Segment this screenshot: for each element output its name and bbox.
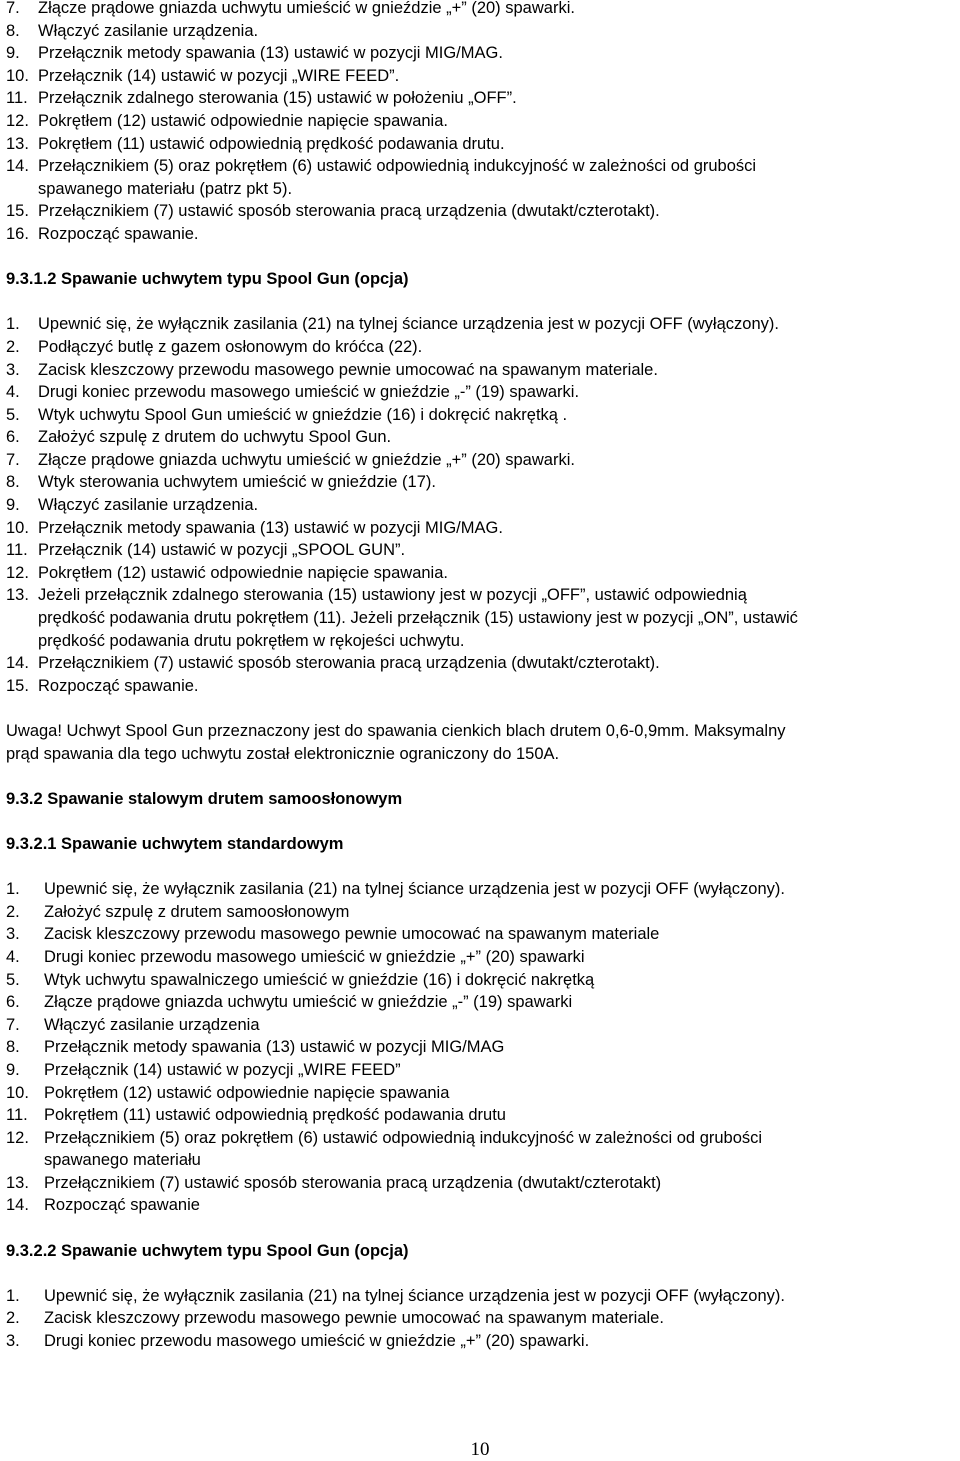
item-number: 8. [6, 473, 20, 492]
list-item [6, 449, 956, 472]
item-text: Przełącznikiem (7) ustawić sposób sterowania pracą urządzenia (dwutakt/czterotakt) [44, 1173, 662, 1192]
list-item [6, 991, 956, 1014]
page-number: 10 [470, 1439, 490, 1460]
list-item [6, 539, 956, 562]
item-text: Upewnić się, że wyłącznik zasilania (21) na tylnej ściance urządzenia jest w pozycji OFF (wyłączony). [44, 1286, 785, 1305]
item-number: 7. [6, 1015, 20, 1034]
item-number: 13. [6, 134, 29, 153]
item-number: 15. [6, 202, 29, 221]
item-number: 14. [6, 1196, 29, 1215]
list-item [6, 110, 956, 133]
item-text: Upewnić się, że wyłącznik zasilania (21) na tylnej ściance urządzenia jest w pozycji OFF (wyłączony). [38, 315, 779, 334]
list-item [6, 901, 956, 924]
list-item [6, 1307, 956, 1330]
item-text: Drugi koniec przewodu masowego umieścić w gnieździe „-” (19) spawarki. [38, 383, 580, 402]
item-continuation: spawanego materiału (patrz pkt 5). [38, 179, 293, 198]
list-item [6, 562, 956, 585]
item-number: 14. [6, 654, 29, 673]
item-text: Rozpocząć spawanie. [38, 676, 199, 695]
list-item [6, 1014, 956, 1037]
list-item [6, 1036, 956, 1059]
list-item [6, 1059, 956, 1082]
list-item [6, 1104, 956, 1127]
item-text: Rozpocząć spawanie [44, 1196, 200, 1215]
item-text: Pokrętłem (11) ustawić odpowiednią prędkość podawania drutu [44, 1106, 506, 1125]
instruction-list-self-shielded [6, 878, 956, 1217]
item-number: 10. [6, 518, 29, 537]
list-item [6, 584, 956, 607]
list-item [6, 675, 956, 698]
list-item [6, 1082, 956, 1105]
item-text: Pokrętłem (11) ustawić odpowiednią prędkość podawania drutu. [38, 134, 505, 153]
item-number: 6. [6, 993, 20, 1012]
item-number: 7. [6, 450, 20, 469]
list-item [6, 426, 956, 449]
section-heading: 9.3.2 Spawanie stalowym drutem samoosłonowym [6, 789, 403, 808]
note-line: prąd spawania dla tego uchwytu został elektronicznie ograniczony do 150A. [6, 744, 560, 763]
list-item [6, 65, 956, 88]
item-text: Pokrętłem (12) ustawić odpowiednie napięcie spawania [44, 1083, 450, 1102]
item-number: 3. [6, 925, 20, 944]
item-text: Złącze prądowe gniazda uchwytu umieścić w gnieździe „+” (20) spawarki. [38, 0, 575, 17]
item-number: 5. [6, 970, 20, 989]
item-number: 5. [6, 405, 20, 424]
instruction-list-self-shielded-spool-gun [6, 1285, 956, 1353]
item-number: 1. [6, 315, 20, 334]
item-number: 2. [6, 337, 20, 356]
item-text: Przełącznikiem (7) ustawić sposób sterowania pracą urządzenia (dwutakt/czterotakt). [38, 202, 660, 221]
instruction-list-wire-feed [6, 0, 956, 246]
list-item [6, 1194, 956, 1217]
list-item [6, 359, 956, 382]
item-number: 15. [6, 676, 29, 695]
item-number: 12. [6, 111, 29, 130]
item-continuation: spawanego materiału [44, 1151, 201, 1170]
item-number: 14. [6, 157, 29, 176]
list-item [6, 0, 956, 20]
item-text: Zacisk kleszczowy przewodu masowego pewnie umocować na spawanym materiale [44, 925, 660, 944]
list-item [6, 404, 956, 427]
item-number: 12. [6, 563, 29, 582]
section-heading: 9.3.1.2 Spawanie uchwytem typu Spool Gun (opcja) [6, 270, 409, 289]
item-number: 2. [6, 1309, 20, 1328]
item-text: Pokrętłem (12) ustawić odpowiednie napięcie spawania. [38, 563, 448, 582]
item-number: 4. [6, 383, 20, 402]
item-text: Przełącznik (14) ustawić w pozycji „WIRE FEED”. [38, 66, 400, 85]
item-number: 11. [6, 89, 28, 108]
item-number: 8. [6, 21, 20, 40]
note-line: Uwaga! Uchwyt Spool Gun przeznaczony jest do spawania cienkich blach drutem 0,6-0,9mm. Maksymalny [6, 722, 786, 740]
list-item [6, 87, 956, 110]
item-continuation: prędkość podawania drutu pokrętłem w rękojeści uchwytu. [38, 631, 465, 650]
list-item [6, 1285, 956, 1308]
item-text: Włączyć zasilanie urządzenia. [38, 21, 259, 40]
item-text: Przełącznik zdalnego sterowania (15) ustawić w położeniu „OFF”. [38, 89, 517, 108]
list-item [6, 155, 956, 178]
item-text: Wtyk uchwytu Spool Gun umieścić w gnieździe (16) i dokręcić nakrętką . [38, 405, 568, 424]
item-text: Drugi koniec przewodu masowego umieścić w gnieździe „+” (20) spawarki. [44, 1332, 590, 1351]
list-item [6, 1330, 956, 1353]
item-number: 11. [6, 541, 28, 560]
subsection-heading: 9.3.2.2 Spawanie uchwytem typu Spool Gun (opcja) [6, 1241, 409, 1260]
item-text: Drugi koniec przewodu masowego umieścić w gnieździe „+” (20) spawarki [44, 947, 585, 966]
item-text: Przełącznik metody spawania (13) ustawić w pozycji MIG/MAG. [38, 44, 503, 63]
item-text: Przełącznikiem (7) ustawić sposób sterowania pracą urządzenia (dwutakt/czterotakt). [38, 654, 660, 673]
item-number: 3. [6, 360, 20, 379]
item-number: 8. [6, 1038, 20, 1057]
item-text: Założyć szpulę z drutem do uchwytu Spool Gun. [38, 428, 392, 447]
item-text: Złącze prądowe gniazda uchwytu umieścić w gnieździe „+” (20) spawarki. [38, 450, 575, 469]
item-text: Zacisk kleszczowy przewodu masowego pewnie umocować na spawanym materiale. [44, 1309, 664, 1328]
item-text: Rozpocząć spawanie. [38, 224, 199, 243]
item-number: 1. [6, 1286, 20, 1305]
item-number: 9. [6, 496, 20, 515]
item-number: 12. [6, 1128, 29, 1147]
item-text: Przełącznikiem (5) oraz pokrętłem (6) ustawić odpowiednią indukcyjność w zależności od grubości [44, 1128, 763, 1147]
item-number: 6. [6, 428, 20, 447]
list-item [6, 969, 956, 992]
item-text: Wtyk sterowania uchwytem umieścić w gnieździe (17). [38, 473, 436, 492]
list-item [6, 494, 956, 517]
item-number: 9. [6, 44, 20, 63]
item-number: 9. [6, 1060, 20, 1079]
item-text: Wtyk uchwytu spawalniczego umieścić w gnieździe (16) i dokręcić nakrętką [44, 970, 595, 989]
item-number: 11. [6, 1106, 28, 1125]
list-item [6, 1127, 956, 1150]
item-text: Założyć szpulę z drutem samoosłonowym [44, 902, 350, 921]
subsection-heading: 9.3.2.1 Spawanie uchwytem standardowym [6, 834, 344, 853]
item-number: 10. [6, 1083, 29, 1102]
item-text: Złącze prądowe gniazda uchwytu umieścić w gnieździe „-” (19) spawarki [44, 993, 573, 1012]
item-text: Jeżeli przełącznik zdalnego sterowania (15) ustawiony jest w pozycji „OFF”, ustawić odpowiednią [38, 586, 747, 605]
list-item [6, 946, 956, 969]
list-item [6, 42, 956, 65]
item-text: Przełącznik (14) ustawić w pozycji „SPOOL GUN”. [38, 541, 406, 560]
item-continuation: prędkość podawania drutu pokrętłem (11). Jeżeli przełącznik (15) ustawiony jest w pozycji „ON”, ustawić [38, 609, 798, 628]
item-number: 3. [6, 1332, 20, 1351]
item-text: Zacisk kleszczowy przewodu masowego pewnie umocować na spawanym materiale. [38, 360, 658, 379]
item-text: Przełącznik metody spawania (13) ustawić w pozycji MIG/MAG [44, 1038, 505, 1057]
item-text: Przełącznikiem (5) oraz pokrętłem (6) ustawić odpowiednią indukcyjność w zależności od grubości [38, 157, 757, 176]
list-item [6, 878, 956, 901]
item-number: 1. [6, 880, 20, 899]
item-number: 16. [6, 224, 29, 243]
item-text: Przełącznik metody spawania (13) ustawić w pozycji MIG/MAG. [38, 518, 503, 537]
list-item [6, 923, 956, 946]
list-item [6, 200, 956, 223]
item-number: 7. [6, 0, 20, 17]
list-item [6, 223, 956, 246]
list-item [6, 471, 956, 494]
item-text: Włączyć zasilanie urządzenia [44, 1015, 260, 1034]
list-item [6, 381, 956, 404]
item-text: Pokrętłem (12) ustawić odpowiednie napięcie spawania. [38, 111, 448, 130]
document-page [6, 0, 956, 1353]
list-item [6, 652, 956, 675]
item-number: 2. [6, 902, 20, 921]
item-number: 13. [6, 586, 29, 605]
item-text: Włączyć zasilanie urządzenia. [38, 496, 259, 515]
list-item [6, 133, 956, 156]
item-number: 10. [6, 66, 29, 85]
item-number: 4. [6, 947, 20, 966]
item-text: Przełącznik (14) ustawić w pozycji „WIRE FEED” [44, 1060, 401, 1079]
item-number: 13. [6, 1173, 29, 1192]
item-text: Podłączyć butlę z gazem osłonowym do króćca (22). [38, 337, 423, 356]
list-item [6, 313, 956, 336]
instruction-list-spool-gun [6, 313, 956, 697]
item-text: Upewnić się, że wyłącznik zasilania (21) na tylnej ściance urządzenia jest w pozycji OFF (wyłączony). [44, 880, 785, 899]
list-item [6, 1172, 956, 1195]
list-item [6, 336, 956, 359]
list-item [6, 517, 956, 540]
warning-note [6, 720, 956, 765]
list-item [6, 20, 956, 43]
